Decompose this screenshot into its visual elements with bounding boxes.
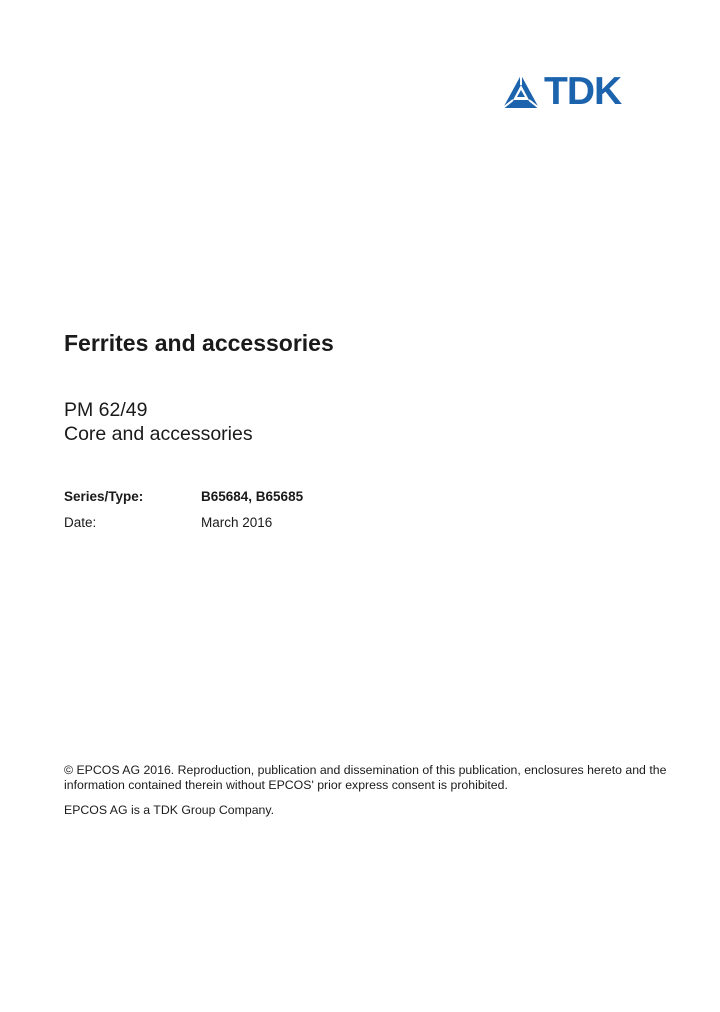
legal-notice: [64, 763, 667, 818]
product-description: Core and accessories: [64, 423, 253, 445]
document-subtitle: [64, 398, 253, 446]
tdk-emblem-icon: [502, 74, 540, 110]
tdk-logo: [502, 70, 622, 113]
date-label: Date:: [64, 515, 97, 530]
series-type-value: B65684, B65685: [201, 489, 304, 504]
copyright-notice: [64, 763, 667, 793]
document-title: Ferrites and accessories: [64, 330, 334, 356]
tdk-wordmark: TDK: [544, 70, 622, 113]
product-name: PM 62/49: [64, 399, 148, 421]
date-value: March 2016: [201, 515, 273, 530]
copyright-line-1: © EPCOS AG 2016. Reproduction, publication and dissemination of this publication, enclosures hereto and the: [64, 763, 667, 777]
company-statement: EPCOS AG is a TDK Group Company.: [64, 803, 275, 817]
series-type-row: [64, 488, 303, 506]
copyright-line-2: information contained therein without EPCOS' prior express consent is prohibited.: [64, 778, 508, 792]
series-type-label: Series/Type:: [64, 489, 144, 504]
date-row: [64, 514, 303, 532]
document-meta: [64, 488, 303, 540]
